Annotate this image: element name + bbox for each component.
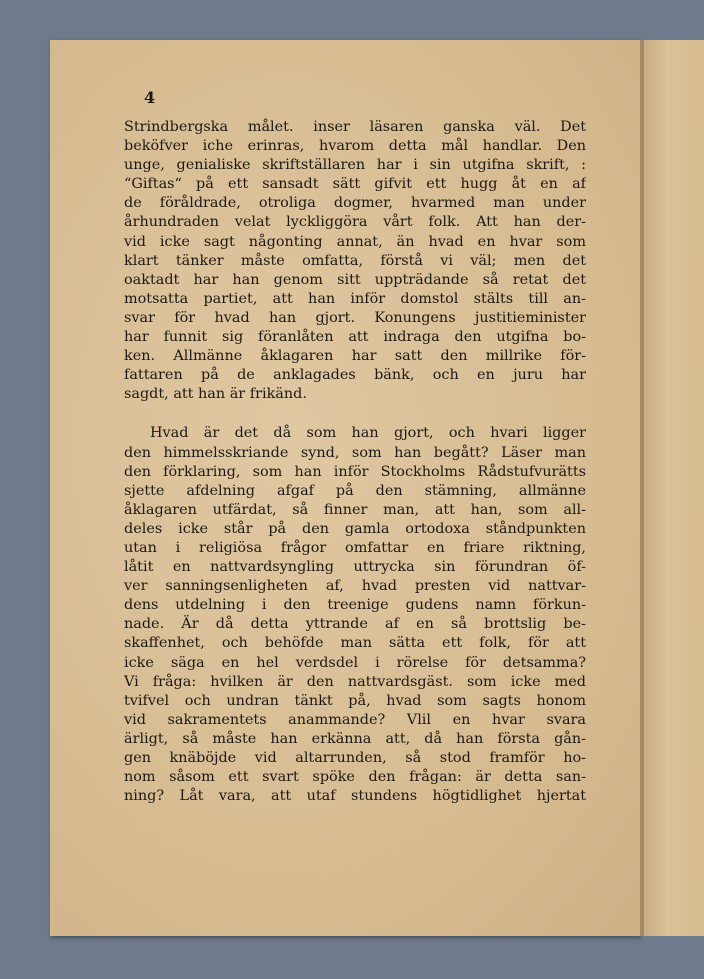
text-line: unge, genialiske skriftställaren har i sin utgifna skrift, :	[124, 157, 586, 174]
text-line: ken. Allmänne åklagaren har satt den millrike för-	[124, 348, 586, 365]
text-line: icke säga en hel verdsdel i rörelse för detsamma?	[124, 654, 586, 671]
text-line: åklagaren utfärdat, så finner man, att han, som all-	[124, 501, 586, 518]
text-line: tvifvel och undran tänkt på, hvad som sagts honom	[124, 692, 586, 709]
text-line: motsatta partiet, att han inför domstol stälts till an-	[124, 290, 586, 307]
text-line: de föråldrade, otroliga dogmer, hvarmed man under	[124, 195, 586, 212]
text-line: den förklaring, som han inför Stockholms Rådstufvurätts	[124, 463, 586, 480]
text-line: Hvad är det då som han gjort, och hvari ligger	[150, 425, 586, 442]
text-line: sjette afdelning afgaf på den stämning, allmänne	[124, 482, 586, 499]
page-number: 4	[144, 88, 156, 107]
text-line: sagdt, att han är frikänd.	[124, 386, 307, 403]
text-line: beköfver iche erinras, hvarom detta mål handlar. Den	[124, 138, 586, 155]
text-line: gen knäböjde vid altarrunden, så stod framför ho-	[124, 750, 586, 766]
text-line: nade. Är då detta yttrande af en så brottslig be-	[124, 616, 586, 633]
text-line: ärligt, så måste han erkänna att, då han första gån-	[124, 730, 586, 747]
text-line: århundraden velat lyckliggöra vårt folk. Att han der-	[124, 214, 586, 231]
text-line: “Giftas“ på ett sansadt sätt gifvit ett hugg åt en af	[124, 176, 586, 193]
text-line: deles icke står på den gamla ortodoxa ståndpunkten	[124, 520, 586, 537]
body-text	[124, 118, 586, 806]
text-line: vid sakramentets anammande? Vlil en hvar svara	[124, 711, 586, 728]
text-line: svar för hvad han gjort. Konungens justitieminister	[124, 309, 586, 326]
text-line: ning? Låt vara, att utaf stundens högtidlighet hjertat	[124, 788, 586, 805]
paragraph-2	[124, 424, 586, 806]
text-line: fattaren på de anklagades bänk, och en juru har	[124, 367, 586, 384]
paragraph-1	[124, 118, 586, 404]
text-line: oaktadt har han genom sitt uppträdande så retat det	[124, 271, 586, 288]
text-line: utan i religiösa frågor omfattar en friare riktning,	[124, 539, 586, 556]
text-line: har funnit sig föranlåten att indraga den utgifna bo-	[124, 329, 586, 346]
text-line: klart tänker måste omfatta, förstå vi väl; men det	[124, 252, 586, 269]
text-line: Strindbergska målet. inser läsaren ganska väl. Det	[124, 119, 586, 135]
text-line: ver sanningsenligheten af, hvad presten vid nattvar-	[124, 578, 586, 595]
text-line: skaffenhet, och behöfde man sätta ett folk, för att	[124, 635, 586, 652]
text-line: dens utdelning i den treenige gudens namn förkun-	[124, 597, 586, 614]
text-line: låtit en nattvardsyngling uttrycka sin förundran öf-	[124, 559, 586, 576]
text-line: vid icke sagt någonting annat, än hvad en hvar som	[124, 233, 586, 250]
text-line: nom såsom ett svart spöke den frågan: är detta san-	[124, 769, 586, 786]
next-page-edge	[644, 40, 704, 936]
text-line: den himmelsskriande synd, som han begått? Läser man	[124, 444, 586, 461]
text-line: Vi fråga: hvilken är den nattvardsgäst. som icke med	[124, 673, 586, 690]
